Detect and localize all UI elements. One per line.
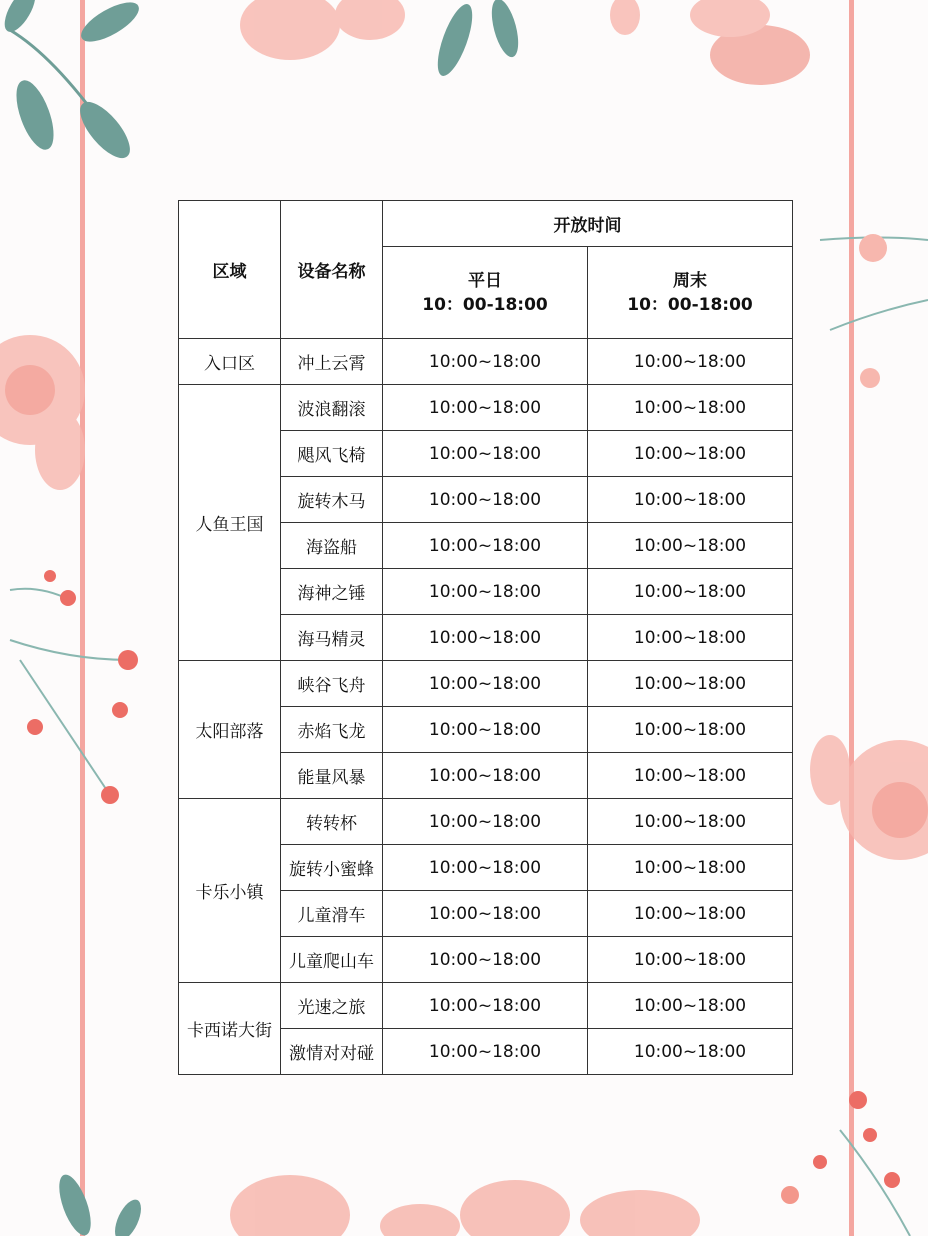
weekend-cell: 10:00~18:00 (588, 477, 793, 523)
weekend-cell: 10:00~18:00 (588, 799, 793, 845)
weekday-hours: 10：00-18:00 (422, 294, 548, 315)
right-branch-icon (820, 234, 928, 388)
table-row (179, 661, 793, 707)
weekend-label: 周末 (673, 270, 707, 291)
device-cell: 峡谷飞舟 (281, 661, 383, 707)
weekday-cell: 10:00~18:00 (383, 431, 588, 477)
device-cell: 赤焰飞龙 (281, 707, 383, 753)
table-row (179, 983, 793, 1029)
device-cell: 波浪翻滚 (281, 385, 383, 431)
weekend-cell: 10:00~18:00 (588, 937, 793, 983)
bottom-right-berries-icon (781, 1091, 910, 1236)
weekend-cell: 10:00~18:00 (588, 339, 793, 385)
region-cell: 太阳部落 (179, 661, 281, 799)
table-row (179, 385, 793, 431)
table-row (179, 799, 793, 845)
weekend-cell: 10:00~18:00 (588, 983, 793, 1029)
device-cell: 海神之锤 (281, 569, 383, 615)
weekend-cell: 10:00~18:00 (588, 385, 793, 431)
device-cell: 激情对对碰 (281, 1029, 383, 1075)
weekday-cell: 10:00~18:00 (383, 661, 588, 707)
device-cell: 儿童滑车 (281, 891, 383, 937)
region-cell: 卡乐小镇 (179, 799, 281, 983)
weekend-cell: 10:00~18:00 (588, 431, 793, 477)
left-flower-icon (0, 335, 85, 490)
weekday-cell: 10:00~18:00 (383, 983, 588, 1029)
device-cell: 光速之旅 (281, 983, 383, 1029)
weekend-cell: 10:00~18:00 (588, 523, 793, 569)
left-stripe (80, 0, 85, 1236)
weekend-cell: 10:00~18:00 (588, 707, 793, 753)
weekend-hours: 10：00-18:00 (627, 294, 753, 315)
weekend-cell: 10:00~18:00 (588, 569, 793, 615)
device-cell: 冲上云霄 (281, 339, 383, 385)
device-cell: 飓风飞椅 (281, 431, 383, 477)
leaf-cluster-icon (431, 0, 524, 80)
device-cell: 旋转木马 (281, 477, 383, 523)
bottom-left-leaf-icon (53, 1171, 147, 1236)
header-row (179, 201, 793, 247)
weekend-cell: 10:00~18:00 (588, 615, 793, 661)
device-cell: 旋转小蜜蜂 (281, 845, 383, 891)
weekday-cell: 10:00~18:00 (383, 385, 588, 431)
header-weekend (588, 247, 793, 339)
weekend-cell: 10:00~18:00 (588, 1029, 793, 1075)
device-cell: 儿童爬山车 (281, 937, 383, 983)
weekday-cell: 10:00~18:00 (383, 477, 588, 523)
weekday-cell: 10:00~18:00 (383, 799, 588, 845)
region-cell: 人鱼王国 (179, 385, 281, 661)
weekday-cell: 10:00~18:00 (383, 569, 588, 615)
table-row (179, 339, 793, 385)
weekend-cell: 10:00~18:00 (588, 891, 793, 937)
ride-schedule-table (178, 200, 793, 1075)
weekday-cell: 10:00~18:00 (383, 891, 588, 937)
region-cell: 入口区 (179, 339, 281, 385)
schedule-body (179, 339, 793, 1075)
top-flowers-icon (240, 0, 810, 85)
bottom-flowers-icon (230, 1175, 700, 1236)
device-cell: 海马精灵 (281, 615, 383, 661)
weekday-cell: 10:00~18:00 (383, 1029, 588, 1075)
weekday-cell: 10:00~18:00 (383, 615, 588, 661)
header-open-time: 开放时间 (383, 201, 793, 247)
weekend-cell: 10:00~18:00 (588, 661, 793, 707)
device-cell: 转转杯 (281, 799, 383, 845)
header-device: 设备名称 (281, 201, 383, 339)
left-berry-branch-icon (10, 570, 138, 804)
right-stripe (849, 0, 854, 1236)
weekday-cell: 10:00~18:00 (383, 523, 588, 569)
weekday-cell: 10:00~18:00 (383, 707, 588, 753)
weekday-cell: 10:00~18:00 (383, 937, 588, 983)
weekday-cell: 10:00~18:00 (383, 845, 588, 891)
device-cell: 海盗船 (281, 523, 383, 569)
device-cell: 能量风暴 (281, 753, 383, 799)
right-flower-icon (810, 735, 928, 860)
leaf-branch-icon (0, 0, 144, 165)
header-region: 区域 (179, 201, 281, 339)
region-cell: 卡西诺大街 (179, 983, 281, 1075)
weekday-label: 平日 (468, 270, 502, 291)
header-weekday (383, 247, 588, 339)
weekend-cell: 10:00~18:00 (588, 845, 793, 891)
weekday-cell: 10:00~18:00 (383, 753, 588, 799)
weekday-cell: 10:00~18:00 (383, 339, 588, 385)
weekend-cell: 10:00~18:00 (588, 753, 793, 799)
